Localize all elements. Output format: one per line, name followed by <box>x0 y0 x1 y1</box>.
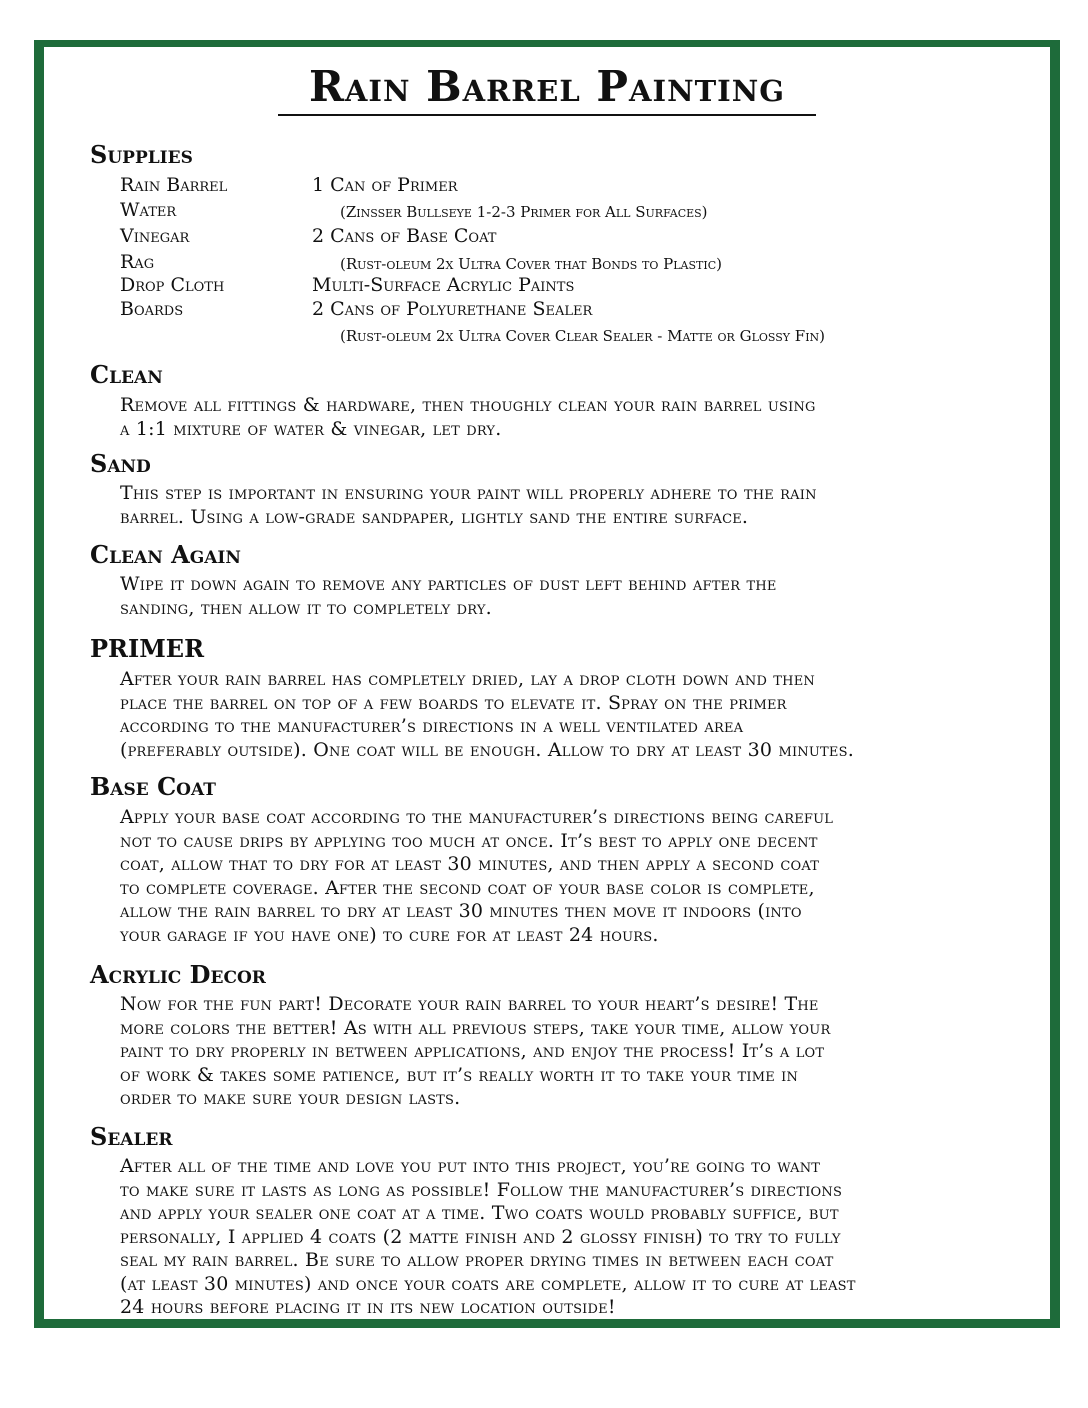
supply-primer-detail: (Zinsser Bullseye 1-2-3 Primer for All Surfaces) <box>340 203 708 221</box>
supply-item-rain-barrel: Rain Barrel <box>120 174 228 196</box>
sealer-line-1: After all of the time and love you put into this project, you’re going to want <box>120 1155 821 1177</box>
acrylic-decor-line-4: of work & takes some patience, but it’s really worth it to take your time in <box>120 1063 799 1086</box>
base-coat-line-4: to complete coverage. After the second coat of your base color is complete, <box>120 876 815 899</box>
base-coat-text <box>120 806 1025 947</box>
acrylic-decor-heading: Acrylic Decor <box>90 960 266 989</box>
acrylic-decor-line-3: paint to dry properly in between applications, and enjoy the process! It’s a lot <box>120 1040 825 1062</box>
supply-acrylic-paints: Multi-Surface Acrylic Paints <box>312 274 575 296</box>
supplies-heading: Supplies <box>90 140 193 169</box>
sealer-line-6: (at least 30 minutes) and once your coats are complete, allow it to cure at least <box>120 1272 856 1295</box>
clean-again-text <box>120 573 1025 620</box>
supply-sealer: 2 Cans of Polyurethane Sealer <box>312 298 593 320</box>
clean-again-line-2: sanding, then allow it to completely dry. <box>120 596 492 619</box>
supply-item-vinegar: Vinegar <box>120 225 190 247</box>
sealer-line-5: seal my rain barrel. Be sure to allow proper drying times in between each coat <box>120 1249 834 1271</box>
supply-primer: 1 Can of Primer <box>312 174 458 196</box>
supply-item-water: Water <box>120 199 177 221</box>
supply-base-coat: 2 Cans of Base Coat <box>312 225 497 247</box>
supply-base-coat-detail: (Rust-oleum 2x Ultra Cover that Bonds to Plastic) <box>340 255 722 273</box>
clean-again-heading: Clean Again <box>90 540 241 569</box>
primer-line-3: according to the manufacturer’s directions in a well ventilated area <box>120 715 744 737</box>
acrylic-decor-line-2: more colors the better! As with all previous steps, take your time, allow your <box>120 1016 831 1039</box>
base-coat-line-5: allow the rain barrel to dry at least 30 minutes then move it indoors (into <box>120 900 802 922</box>
clean-again-line-1: Wipe it down again to remove any particles of dust left behind after the <box>120 573 777 595</box>
clean-line-1: Remove all fittings & hardware, then thoughly clean your rain barrel using <box>120 394 816 416</box>
clean-text <box>120 394 1025 441</box>
supply-item-drop-cloth: Drop Cloth <box>120 274 225 296</box>
base-coat-line-2: not to cause drips by applying too much at once. It’s best to apply one decent <box>120 829 818 852</box>
supply-sealer-detail: (Rust-oleum 2x Ultra Cover Clear Sealer - Matte or Glossy Fin) <box>340 327 826 345</box>
page-title: Rain Barrel Painting <box>278 60 816 116</box>
base-coat-line-6: your garage if you have one) to cure for at least 24 hours. <box>120 923 659 946</box>
sand-text <box>120 482 1025 529</box>
supply-item-boards: Boards <box>120 298 184 320</box>
primer-heading: PRIMER <box>90 634 205 663</box>
clean-heading: Clean <box>90 360 163 389</box>
sealer-line-2: to make sure it lasts as long as possible! Follow the manufacturer’s directions <box>120 1178 843 1201</box>
base-coat-line-3: coat, allow that to dry for at least 30 minutes, and then apply a second coat <box>120 853 820 875</box>
acrylic-decor-line-5: order to make sure your design lasts. <box>120 1087 461 1109</box>
sealer-heading: Sealer <box>90 1122 173 1151</box>
primer-line-4: (preferably outside). One coat will be enough. Allow to dry at least 30 minutes. <box>120 738 854 761</box>
sand-line-2: barrel. Using a low-grade sandpaper, lightly sand the entire surface. <box>120 505 749 528</box>
clean-line-2: a 1:1 mixture of water & vinegar, let dry. <box>120 417 502 440</box>
acrylic-decor-line-1: Now for the fun part! Decorate your rain barrel to your heart’s desire! The <box>120 993 819 1015</box>
sand-heading: Sand <box>90 449 151 478</box>
base-coat-line-1: Apply your base coat according to the manufacturer’s directions being careful <box>120 806 834 828</box>
sand-line-1: This step is important in ensuring your paint will properly adhere to the rain <box>120 482 817 504</box>
primer-text <box>120 668 1025 762</box>
sealer-line-7: 24 hours before placing it in its new location outside! <box>120 1296 616 1318</box>
acrylic-decor-text <box>120 993 1025 1111</box>
sealer-line-4: personally, I applied 4 coats (2 matte finish and 2 glossy finish) to try to fully <box>120 1225 841 1248</box>
supply-item-rag: Rag <box>120 251 155 273</box>
primer-line-2: place the barrel on top of a few boards to elevate it. Spray on the primer <box>120 691 787 714</box>
sealer-line-3: and apply your sealer one coat at a time. Two coats would probably suffice, but <box>120 1202 839 1224</box>
primer-line-1: After your rain barrel has completely dried, lay a drop cloth down and then <box>120 668 815 690</box>
sealer-text <box>120 1155 1025 1320</box>
base-coat-heading: Base Coat <box>90 772 216 801</box>
